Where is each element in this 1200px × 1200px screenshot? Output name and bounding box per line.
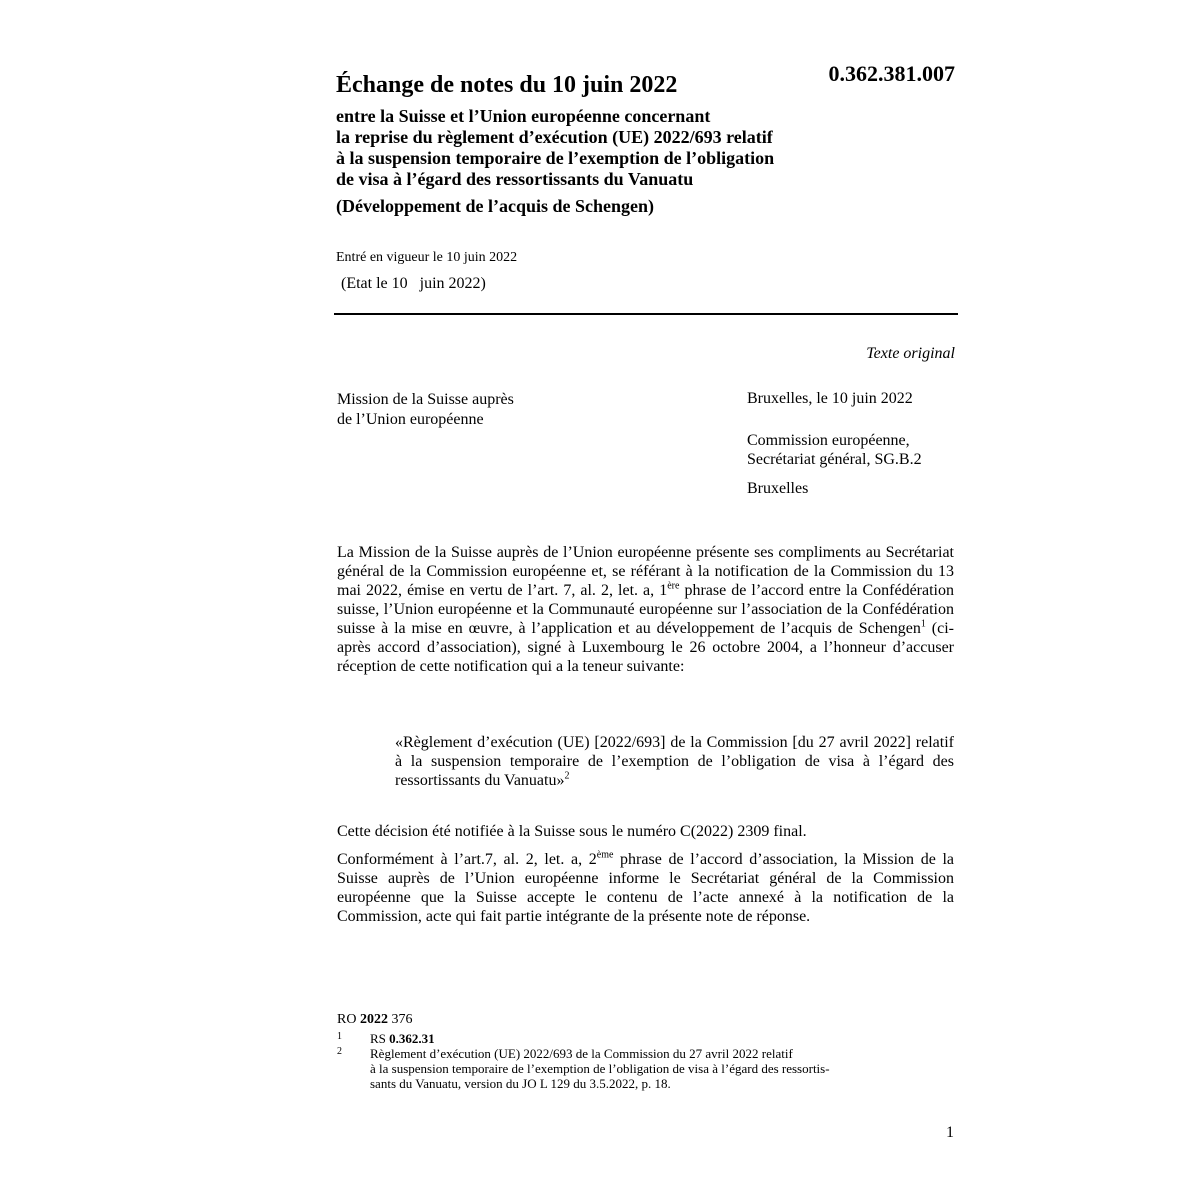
- sender-block: [337, 390, 514, 430]
- body-paragraph-2: Cette décision été notifiée à la Suisse sous le numéro C(2022) 2309 final.: [337, 823, 807, 840]
- footnote-1-prefix: RS: [370, 1031, 390, 1046]
- p3-text-b: phrase de l’accord d’association, la Mission de la Suisse auprès de l’Union européenne informe le Secrétariat général de la Commission européenne que la Suisse accepte le contenu de l’acte annexé à la notification de la Commission, acte qui fait partie intégrante de la présente note de réponse.: [337, 851, 954, 925]
- ro-prefix: RO: [337, 1012, 360, 1027]
- subtitle-line: de visa à l’égard des ressortissants du Vanuatu: [336, 169, 694, 189]
- footnote-2-text: [370, 1046, 830, 1091]
- footnote-2-number: 2: [337, 1046, 342, 1057]
- entry-in-force: Entré en vigueur le 10 juin 2022: [336, 250, 518, 265]
- p1-text-a: La Mission de la Suisse auprès de l’Union européenne présente ses compliments au Secrétariat général de la Commission européenne et, se référant à la notification de la Commission du 13 mai 2022, émise en vertu de l’art. 7, al. 2, let. a, 1: [337, 544, 954, 599]
- ro-reference: [337, 1012, 412, 1028]
- subtitle-line: entre la Suisse et l’Union européenne concernant: [336, 106, 711, 126]
- quote-text: «Règlement d’exécution (UE) [2022/693] de la Commission [du 27 avril 2022] relatif à la suspension temporaire de l’exemption de l’obligation de visa à l’égard des ressortissants du Vanuatu»: [395, 734, 954, 789]
- place-date: Bruxelles, le 10 juin 2022: [747, 390, 913, 407]
- p1-text-b: phrase de l’accord entre la Confédération suisse, l’Union européenne et la Communauté européenne sur l’association de la Confédération suisse à la mise en œuvre, à l’application et au développement de l’acquis de Schengen: [337, 582, 954, 637]
- ro-page: 376: [387, 1012, 413, 1027]
- sender-line: de l’Union européenne: [337, 411, 484, 428]
- footnote-2-line: à la suspension temporaire de l’exemption de l’obligation de visa à l’égard des ressortis-: [370, 1061, 830, 1076]
- subtitle-line: la reprise du règlement d’exécution (UE) 2022/693 relatif: [336, 127, 773, 147]
- p1-text-c: (ci-après accord d’association), signé à Luxembourg le 26 octobre 2004, a l’honneur d’accuser réception de cette notification qui a la teneur suivante:: [337, 620, 955, 675]
- footnote-1-ref: 0.362.31: [389, 1031, 435, 1046]
- footnote-1-text: [370, 1031, 435, 1046]
- p3-superscript-eme: ème: [596, 849, 614, 861]
- footnote-1-number: 1: [337, 1031, 342, 1042]
- body-paragraph-1: [337, 543, 954, 676]
- footnote-ref-1: 1: [920, 618, 926, 630]
- p3-text-a: Conformément à l’art.7, al. 2, let. a, 2: [337, 851, 597, 868]
- footnote-ref-2: 2: [564, 770, 570, 782]
- recipient-line: Secrétariat général, SG.B.2: [747, 451, 922, 468]
- subtitle-line: à la suspension temporaire de l’exemption de l’obligation: [336, 148, 775, 168]
- body-paragraph-3: [337, 850, 954, 926]
- document-subtitle: [336, 106, 774, 190]
- status-date: (Etat le 10 juin 2022): [341, 275, 486, 292]
- texte-original-label: Texte original: [866, 345, 955, 362]
- document-title: Échange de notes du 10 juin 2022: [336, 72, 678, 98]
- page-number: 1: [946, 1124, 954, 1141]
- recipient-line: Commission européenne,: [747, 432, 910, 449]
- document-number: 0.362.381.007: [828, 61, 955, 86]
- sender-line: Mission de la Suisse auprès: [337, 391, 514, 408]
- footnote-2-line: Règlement d’exécution (UE) 2022/693 de la Commission du 27 avril 2022 relatif: [370, 1046, 793, 1061]
- document-subtitle-schengen: (Développement de l’acquis de Schengen): [336, 196, 654, 216]
- recipient-block: [747, 431, 922, 469]
- footnote-2-line: sants du Vanuatu, version du JO L 129 du 3.5.2022, p. 18.: [370, 1076, 671, 1091]
- recipient-city: Bruxelles: [747, 480, 809, 497]
- ro-year: 2022: [359, 1012, 388, 1027]
- quoted-regulation: [395, 733, 954, 790]
- p1-superscript-ere: ère: [667, 580, 680, 592]
- header-divider: [334, 313, 958, 315]
